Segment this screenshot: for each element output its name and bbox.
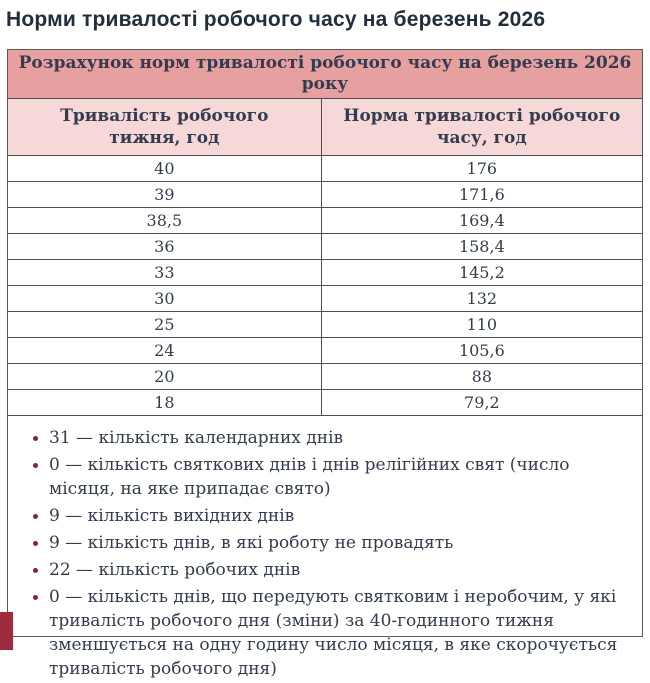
table-cell: 105,6 xyxy=(321,338,642,364)
note-item: • 9 — кількість днів, в які роботу не провадять xyxy=(49,530,628,557)
table-cell: 88 xyxy=(321,364,642,390)
table-body xyxy=(8,156,642,416)
table-cell: 18 xyxy=(8,390,321,416)
table-cell: 79,2 xyxy=(321,390,642,416)
left-edge-accent-bar xyxy=(0,612,13,650)
table-row xyxy=(8,338,642,364)
note-item: • 22 — кількість робочих днів xyxy=(49,557,628,584)
table-cell: 20 xyxy=(8,364,321,390)
table-cell: 40 xyxy=(8,156,321,182)
table-row xyxy=(8,208,642,234)
table-cell: 38,5 xyxy=(8,208,321,234)
table-cell: 158,4 xyxy=(321,234,642,260)
table-cell: 171,6 xyxy=(321,182,642,208)
table-cell: 132 xyxy=(321,286,642,312)
table-cell: 169,4 xyxy=(321,208,642,234)
table-row xyxy=(8,260,642,286)
table-row xyxy=(8,156,642,182)
table-row xyxy=(8,234,642,260)
table-row xyxy=(8,182,642,208)
table-cell: 145,2 xyxy=(321,260,642,286)
table-header-row xyxy=(8,99,642,156)
notes-list xyxy=(8,425,642,683)
note-item: • 9 — кількість вихідних днів xyxy=(49,503,628,530)
norms-table xyxy=(8,50,642,415)
table-cell: 176 xyxy=(321,156,642,182)
content-box xyxy=(7,49,643,679)
table-cell: 36 xyxy=(8,234,321,260)
table-cell: 24 xyxy=(8,338,321,364)
note-item: • 0 — кількість святкових днів і днів релігійних свят (число місяця, на яке припадає свято) xyxy=(49,452,628,503)
table-row xyxy=(8,390,642,416)
column-header-week-hours: Тривалість робочого тижня, год xyxy=(8,99,321,156)
column-header-norm-hours: Норма тривалості робочого часу, год xyxy=(321,99,642,156)
table-row xyxy=(8,286,642,312)
table-row xyxy=(8,364,642,390)
table-caption-row xyxy=(8,50,642,99)
table-row xyxy=(8,312,642,338)
page-title: Норми тривалості робочого часу на березень 2026 xyxy=(6,8,546,31)
table-cell: 110 xyxy=(321,312,642,338)
note-item: • 31 — кількість календарних днів xyxy=(49,425,628,452)
table-cell: 25 xyxy=(8,312,321,338)
table-cell: 39 xyxy=(8,182,321,208)
notes-section xyxy=(8,415,642,683)
table-cell: 33 xyxy=(8,260,321,286)
table-cell: 30 xyxy=(8,286,321,312)
note-item: • 0 — кількість днів, що передують святковим і неробочим, у які тривалість робочого дня (зміни) за 40-годинного тижня зменшується на одну годину число місяця, в яке скорочується тривалість робочого дня) xyxy=(49,584,628,683)
table-caption: Розрахунок норм тривалості робочого часу на березень 2026 року xyxy=(8,50,642,99)
